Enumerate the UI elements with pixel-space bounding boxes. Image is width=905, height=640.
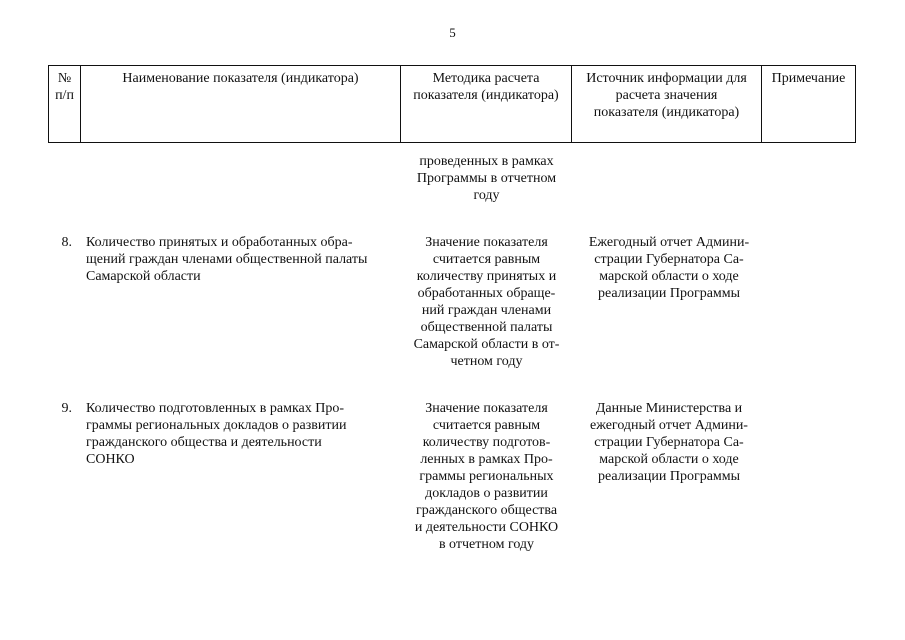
header-col-note-line: Примечание	[771, 71, 846, 86]
row-information-source-line: реализации Программы	[597, 469, 741, 484]
continuation-method-line: проведенных в рамках	[419, 154, 554, 169]
continuation-method-line: году	[473, 188, 500, 203]
row-indicator-name	[86, 400, 386, 468]
row-calculation-method-line: в отчетном году	[438, 537, 535, 552]
row-information-source-line: Ежегодный отчет Админи-	[588, 235, 750, 250]
header-col-note	[762, 66, 856, 143]
row-calculation-method-line: обработанных обраще-	[417, 286, 556, 301]
row-calculation-method-line: ленных в рамках Про-	[420, 452, 553, 467]
row-calculation-method-line: общественной палаты	[420, 320, 553, 335]
table-header	[48, 65, 856, 143]
row-information-source-line: реализации Программы	[597, 286, 741, 301]
header-col-method	[401, 66, 572, 143]
row-calculation-method-line: считается равным	[432, 418, 541, 433]
row-calculation-method-line: и деятельности СОНКО	[414, 520, 559, 535]
row-indicator-name-line: граммы региональных докладов о развитии	[86, 418, 347, 433]
row-information-source-line: страции Губернатора Са-	[594, 252, 744, 267]
row-calculation-method	[401, 234, 572, 370]
continuation-method-line: Программы в отчетном	[416, 171, 557, 186]
row-indicator-name-line: СОНКО	[86, 452, 135, 467]
header-col-name	[81, 66, 401, 143]
header-col-source-line: Источник информации для	[586, 71, 747, 86]
row-information-source	[576, 400, 762, 485]
row-indicator-name	[86, 234, 386, 285]
row-calculation-method	[401, 400, 572, 553]
row-indicator-name-line: Количество подготовленных в рамках Про-	[86, 401, 345, 416]
header-col-method-line: показателя (индикатора)	[413, 88, 559, 103]
row-information-source-line: марской области о ходе	[599, 452, 739, 467]
header-col-source-line: расчета значения	[615, 88, 718, 103]
row-information-source	[576, 234, 762, 302]
header-col-number-line: №	[57, 71, 72, 86]
row-calculation-method-line: Значение показателя	[425, 401, 548, 416]
row-calculation-method-line: считается равным	[432, 252, 541, 267]
row-calculation-method-line: докладов о развитии	[425, 486, 548, 501]
row-calculation-method-line: ний граждан членами	[421, 303, 552, 318]
header-col-method-line: Методика расчета	[432, 71, 540, 86]
row-calculation-method-line: Самарской области в от-	[413, 337, 560, 352]
row-calculation-method-line: количеству подготов-	[422, 435, 551, 450]
row-indicator-name-line: Количество принятых и обработанных обра-	[86, 235, 353, 250]
header-col-source-line: показателя (индикатора)	[593, 105, 740, 120]
row-indicator-name-line: щений граждан членами общественной палаты	[86, 252, 368, 267]
continuation-method	[401, 153, 572, 204]
row-information-source-line: страции Губернатора Са-	[594, 435, 744, 450]
row-information-source-line: ежегодный отчет Админи-	[590, 418, 748, 433]
row-indicator-name-line: гражданского общества и деятельности	[86, 435, 322, 450]
page-number: 5	[449, 25, 456, 40]
row-calculation-method-line: количеству принятых и	[416, 269, 557, 284]
header-col-name-line: Наименование показателя (индикатора)	[122, 71, 359, 86]
row-calculation-method-line: граммы региональных	[419, 469, 554, 484]
row-number: 8.	[61, 235, 72, 250]
row-calculation-method-line: гражданского общества	[415, 503, 558, 518]
header-col-number	[49, 66, 81, 143]
row-information-source-line: марской области о ходе	[599, 269, 739, 284]
row-number: 9.	[61, 401, 72, 416]
header-col-number-line: п/п	[55, 88, 74, 103]
header-col-source	[572, 66, 762, 143]
row-calculation-method-line: Значение показателя	[425, 235, 548, 250]
row-calculation-method-line: четном году	[450, 354, 523, 369]
row-information-source-line: Данные Министерства и	[595, 401, 743, 416]
row-indicator-name-line: Самарской области	[86, 269, 201, 284]
